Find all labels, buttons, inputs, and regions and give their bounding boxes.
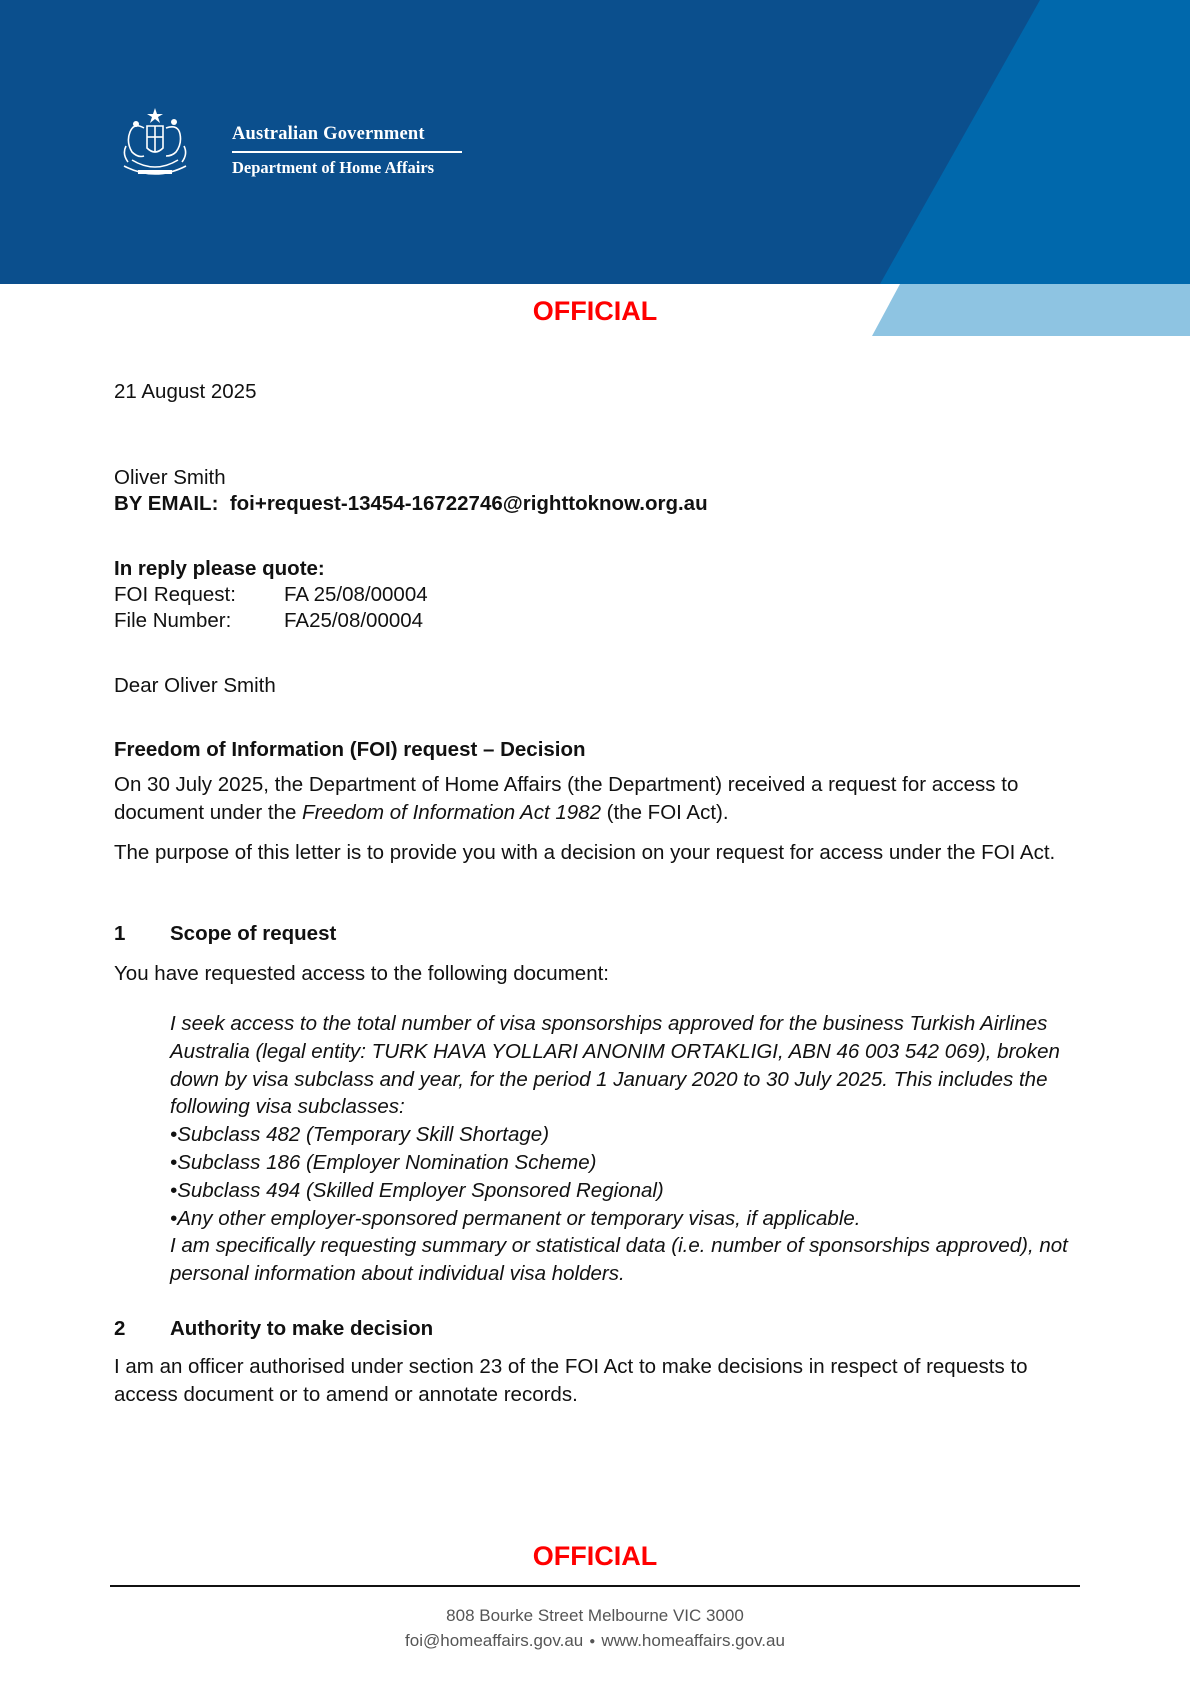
coat-of-arms-icon: [114, 104, 196, 184]
foi-request-value: FA 25/08/00004: [284, 583, 428, 606]
list-item: • Subclass 186 (Employer Nomination Scheme): [170, 1149, 1070, 1177]
list-item: • Any other employer-sponsored permanent or temporary visas, if applicable.: [170, 1205, 1070, 1233]
request-quote: [170, 1010, 1070, 1288]
recipient-email-line: [114, 490, 1074, 517]
section-2-text: I am an officer authorised under section 23 of the FOI Act to make decisions in respect of requests to access document or to amend or annotate records.: [114, 1355, 1028, 1406]
section-1-heading: [114, 920, 1074, 947]
file-number-label: File Number:: [114, 609, 232, 632]
list-item: • Subclass 494 (Skilled Employer Sponsored Regional): [170, 1177, 1070, 1205]
footer-contact: [0, 1631, 1190, 1651]
reply-quote-heading: In reply please quote:: [114, 557, 325, 580]
intro-text-before: On 30 July 2025, the Department of Home Affairs (the Department) received a request for access to document under the: [114, 773, 1019, 824]
recipient-name: Oliver Smith: [114, 466, 226, 489]
government-title: Australian Government: [232, 124, 425, 144]
salutation: Dear Oliver Smith: [114, 674, 276, 697]
by-email-label: BY EMAIL:: [114, 492, 219, 515]
list-item: • Subclass 482 (Temporary Skill Shortage): [170, 1121, 1070, 1149]
footer-address: 808 Bourke Street Melbourne VIC 3000: [446, 1606, 744, 1625]
file-number-value: FA25/08/00004: [284, 609, 424, 632]
request-quote-closing: I am specifically requesting summary or statistical data (i.e. number of sponsorships approved), not personal information about individual visa holders.: [170, 1234, 1068, 1286]
section-1-text: You have requested access to the following document:: [114, 962, 609, 985]
section-2-title: Authority to make decision: [170, 1317, 434, 1340]
section-1-title: Scope of request: [170, 922, 337, 945]
foi-request-row: [114, 581, 1074, 608]
purpose-paragraph: The purpose of this letter is to provide you with a decision on your request for access under the FOI Act.: [114, 841, 1056, 864]
section-2-number: 2: [114, 1317, 126, 1340]
classification-marking-bottom: OFFICIAL: [532, 1541, 658, 1571]
letter-date: 21 August 2025: [114, 380, 257, 403]
footer-email-link[interactable]: foi@homeaffairs.gov.au: [405, 1631, 584, 1650]
footer-bullet: ●: [589, 1636, 596, 1648]
intro-paragraph: [114, 771, 1074, 827]
classification-marking-top: OFFICIAL: [532, 296, 658, 326]
intro-act-title: Freedom of Information Act 1982: [302, 801, 601, 824]
section-1-number: 1: [114, 922, 126, 945]
recipient-email-link[interactable]: foi+request-13454-16722746@righttoknow.org.au: [229, 492, 708, 515]
department-name: Department of Home Affairs: [232, 158, 435, 177]
request-subclass-list: [170, 1121, 1070, 1232]
letter-subject: Freedom of Information (FOI) request – Decision: [114, 738, 586, 761]
foi-request-label: FOI Request:: [114, 583, 236, 606]
footer-divider: [110, 1585, 1080, 1587]
file-number-row: [114, 607, 1074, 634]
request-quote-text: I seek access to the total number of visa sponsorships approved for the business Turkish Airlines Australia (legal entity: TURK HAVA YOLLARI ANONIM ORTAKLIGI, ABN 46 003 542 069), broken down by visa subclass and year, for the period 1 January 2020 to 30 July 2025. This includes the following visa subclasses:: [170, 1012, 1060, 1119]
section-2-heading: [114, 1315, 1074, 1342]
footer-website-link[interactable]: www.homeaffairs.gov.au: [601, 1631, 785, 1650]
intro-text-after: (the FOI Act).: [600, 801, 729, 824]
header-divider: [232, 151, 462, 153]
